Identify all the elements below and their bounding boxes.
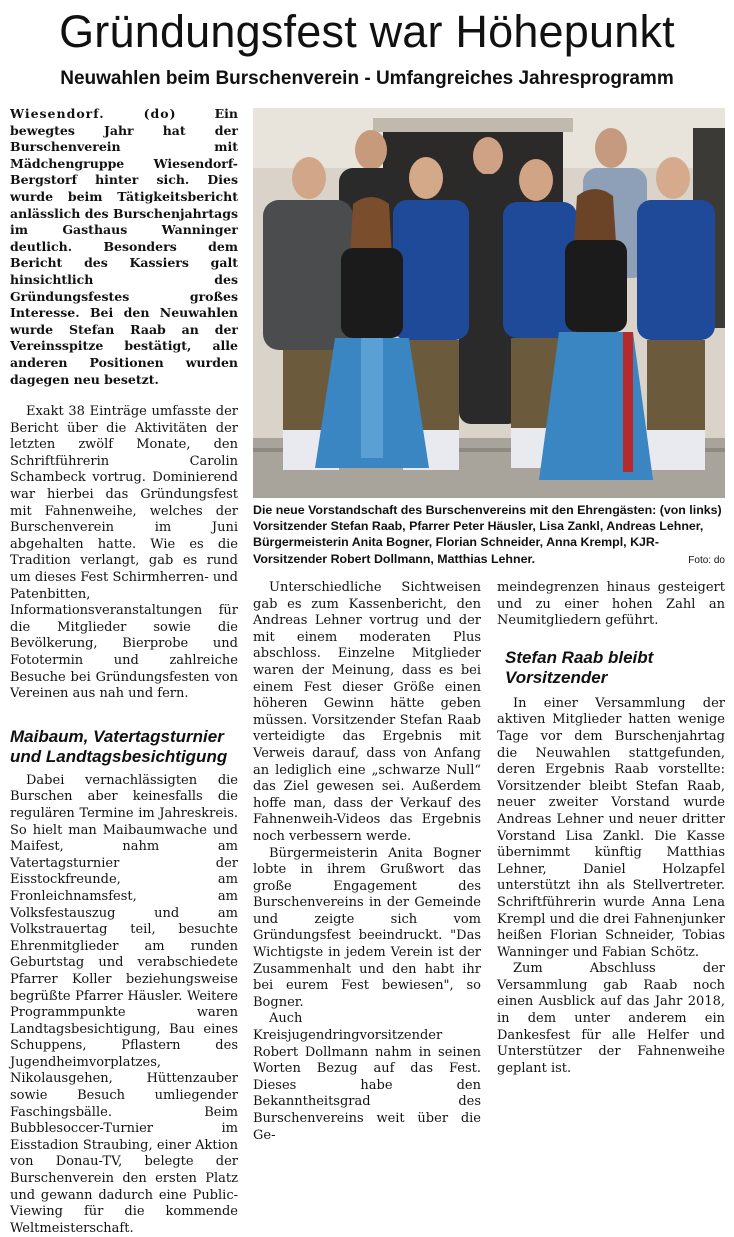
body-paragraph: Zum Abschluss der Versammlung gab Raab noch einen Ausblick auf das Jahr 2018, in dem unter anderem ein Dankesfest für alle Helfer und Unterstützer der Fahnenweihe geplant ist.: [497, 961, 725, 1076]
article-subheadline: Neuwahlen beim Burschenverein - Umfangreiches Jahresprogramm: [60, 68, 674, 89]
body-paragraph: Bürgermeisterin Anita Bogner lobte in ihrem Grußwort das große Engagement des Burschenvereins in der Gemeinde und zeigte sich vom Gründungsfest beeindruckt. "Das Wichtigste in jedem Verein ist der Zusammenhalt und den habt ihr bei eurem Fest bewiesen", so Bogner.: [253, 845, 481, 1010]
body-paragraph: Unterschiedliche Sichtweisen gab es zum Kassenbericht, den Andreas Lehner vortrug und der mit einem moderaten Plus abschloss. Einzelne Mitglieder waren der Meinung, dass es bei einem Fest dieser Größe einen höheren Gewinn hätte geben müssen. Vorsitzender Stefan Raab verteidigte das Ergebnis mit Verweis darauf, dass von Anfang an lediglich eine „schwarze Null“ das Ziel gewesen sei. Außerdem hoffe man, dass der Verkauf des Fahnenweih-Videos das Ergebnis noch verbessern werde.: [253, 580, 481, 844]
body-paragraph: Exakt 38 Einträge umfasste der Bericht über die Aktivitäten der letzten zwölf Monate, den Schriftführerin Carolin Schambeck vortrug. Dominierend war hierbei das Gründungsfest mit Fahnenweihe, welches der Burschenverein im Juni abgehalten hatte. Wie es die Tradition verlangt, gab es rund um dieses Fest Schirmherren- und Patenbitten, Informationsveranstaltungen für die Mitglieder sowie die Bevölkerung, Bierprobe und Fototermin und zahlreiche Besuche bei Gründungsfesten von Vereinen aus nah und fern.: [10, 404, 238, 702]
section-heading: Stefan Raab bleibt Vorsitzender: [505, 647, 654, 687]
body-paragraph: In einer Versammlung der aktiven Mitglieder hatten wenige Tage vor dem Burschenjahrtag die Neuwahlen stattgefunden, deren Ergebnis Raab vorstellte: Vorsitzender bleibt Stefan Raab, neuer zweiter Vorstand wurde Andreas Lehner und neuer dritter Vorstand Lisa Zankl. Die Kasse übernimmt künftig Matthias Lehner, Daniel Holzapfel unterstützt ihn als Stellvertreter. Schriftführerin wurde Anna Lena Krempl und die drei Fahnenjunker heißen Florian Schneider, Tobias Wanninger und Fabian Schötz.: [497, 695, 725, 960]
photo-credit: Foto: do: [688, 554, 725, 566]
article-headline: Gründungsfest war Höhepunkt: [59, 6, 675, 57]
body-paragraph: Auch Kreisjugendringvorsitzender Robert Dollmann nahm in seinen Worten Bezug auf das Fest. Dieses habe den Bekanntheitsgrad des Burschenvereins weit über die Ge-: [253, 1011, 481, 1143]
lead-text: Ein bewegtes Jahr hat der Burschenverein mit Mädchengruppe Wiesendorf-Bergstorf hinter sich. Dies wurde beim Tätigkeitsbericht anlässlich des Burschenjahrtags im Gasthaus Wanninger deutlich. Besonders dem Bericht des Kassiers galt hinsichtlich des Gründungsfestes großes Interesse. Bei den Neuwahlen wurde Stefan Raab an der Vereinsspitze bestätigt, alle anderen Positionen wurden dagegen neu besetzt.: [10, 106, 238, 387]
dateline: Wiesendorf. (do): [10, 106, 177, 121]
column-3: [497, 580, 725, 1077]
section-heading: Maibaum, Vatertagsturnier und Landtagsbesichtigung: [10, 726, 228, 766]
lead-paragraph: [10, 106, 238, 388]
body-paragraph: meindegrenzen hinaus gesteigert und zu einer hohen Zahl an Neumitgliedern geführt.: [497, 580, 725, 629]
photo-caption-text: Die neue Vorstandschaft des Burschenvereins mit den Ehrengästen: (von links) Vorsitzender Stefan Raab, Pfarrer Peter Häusler, Lisa Zankl, Andreas Lehner, Bürgermeisterin Anita Bogner, Florian Schneider, Anna Krempl, KJR-Vorsitzender Robert Dollmann, Matthias Lehner.: [253, 503, 722, 566]
body-paragraph: Dabei vernachlässigten die Burschen aber keinesfalls die regulären Termine im Jahreskreis. So hielt man Maibaumwache und Maifest, nahm am Vatertagsturnier der Eisstockfreunde, am Fronleichnamsfest, am Volksfestauszug und am Volkstrauertag teil, besuchte Ehrenmitglieder am runden Geburtstag und verabschiedete Pfarrer Koller beziehungsweise begrüßte Pfarrer Häusler. Weitere Programmpunkte waren Landtagsbesichtigung, Bau eines Schuppens, Pflastern des Jugendheimvorplatzes, Nikolausgehen, Hüttenzauber sowie Besuch umliegender Faschingsbälle. Beim Bubblesoccer-Turnier im Eisstadion Straubing, einer Aktion von Donau-TV, belegte der Burschenverein den ersten Platz und gewann dadurch eine Public-Viewing für die kommende Weltmeisterschaft.: [10, 772, 238, 1236]
photo-caption: [253, 502, 725, 569]
column-2: [253, 580, 481, 1144]
column-1: [10, 106, 238, 1237]
group-photo-illustration: [253, 108, 725, 498]
group-photo: [253, 108, 725, 498]
